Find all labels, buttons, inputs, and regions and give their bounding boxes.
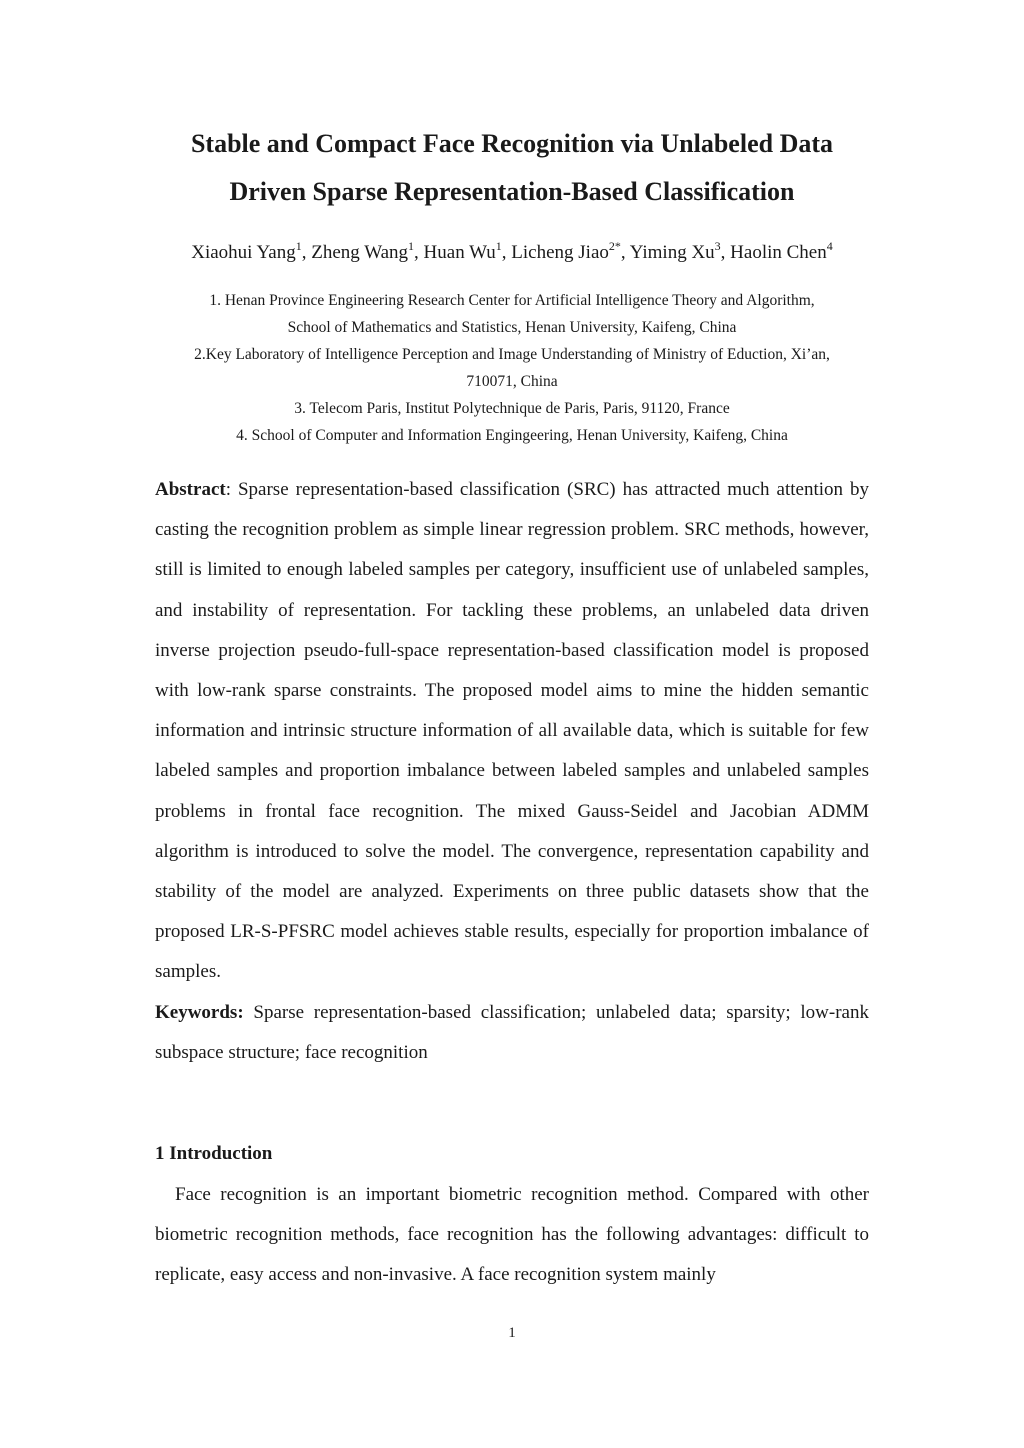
author-separator: , [301,242,312,263]
author: Yiming Xu [629,242,715,263]
paper-title [100,120,924,216]
keywords-label: Keywords: [155,1001,244,1023]
author-separator: , [414,242,424,263]
author-affiliation-mark: 3 [714,239,721,253]
affiliation-line: 4. School of Computer and Information Engingeering, Henan University, Kaifeng, China [236,427,788,444]
abstract-text: : Sparse representation-based classification (SRC) has attracted much attention by casting the recognition problem as simple linear regression problem. SRC methods, however, still is limited to enough labeled samples per category, insufficient use of unlabeled samples, and instability of representation. For tackling these problems, an unlabeled data driven inverse projection pseudo-full-space representation-based classification model is proposed with low-rank sparse constraints. The proposed model aims to mine the hidden semantic information and intrinsic structure information of all available data, which is suitable for few labeled samples and proportion imbalance between labeled samples and unlabeled samples problems in frontal face recognition. The mixed Gauss-Seidel and Jacobian ADMM algorithm is introduced to solve the model. The convergence, representation capability and stability of the model are analyzed. Experiments on three public datasets show that the proposed LR-S-PFSRC model achieves stable results, especially for proportion imbalance of samples. [155,479,869,983]
author: Licheng Jiao [511,242,609,263]
affiliation-line: 1. Henan Province Engineering Research Center for Artificial Intelligence Theory and Algorithm, [209,292,815,309]
author-separator: , [720,242,731,263]
affiliation-line: 710071, China [466,373,558,390]
title-line-1: Stable and Compact Face Recognition via Unlabeled Data [190,129,834,158]
affiliation-line: 2.Key Laboratory of Intelligence Perception and Image Understanding of Ministry of Eduction, Xi’an, [194,346,830,363]
author-affiliation-mark: 2* [608,239,621,253]
author: Zheng Wang [311,242,409,263]
introduction-paragraph: Face recognition is an important biometric recognition method. Compared with other biometric recognition methods, face recognition has the following advantages: difficult to replicate, easy access and non-invasive. A face recognition system mainly [155,1184,869,1286]
author-affiliation-mark: 1 [495,239,502,253]
author-affiliation-mark: 4 [826,239,833,253]
author: Haolin Chen [730,242,827,263]
section-heading: 1 Introduction [155,1143,273,1164]
author: Huan Wu [423,242,496,263]
abstract-label: Abstract [155,479,226,500]
keywords-paragraph [155,993,869,1073]
author-separator: , [501,242,512,263]
author-separator: , [620,242,630,263]
author-affiliation-mark: 1 [408,239,415,253]
title-line-2: Driven Sparse Representation-Based Classification [229,177,795,206]
author-affiliation-mark: 1 [295,239,302,253]
abstract-block [155,470,869,1073]
author: Xiaohui Yang [191,242,296,263]
affiliation-list [100,287,924,449]
affiliation-line: 3. Telecom Paris, Institut Polytechnique de Paris, Paris, 91120, France [294,400,730,417]
author-list [60,237,964,270]
affiliation-line: School of Mathematics and Statistics, Henan University, Kaifeng, China [287,319,737,336]
page-number: 1 [508,1325,516,1341]
abstract-paragraph [155,470,869,993]
keywords-text: Sparse representation-based classification; unlabeled data; sparsity; low-rank subspace structure; face recognition [155,1001,869,1063]
